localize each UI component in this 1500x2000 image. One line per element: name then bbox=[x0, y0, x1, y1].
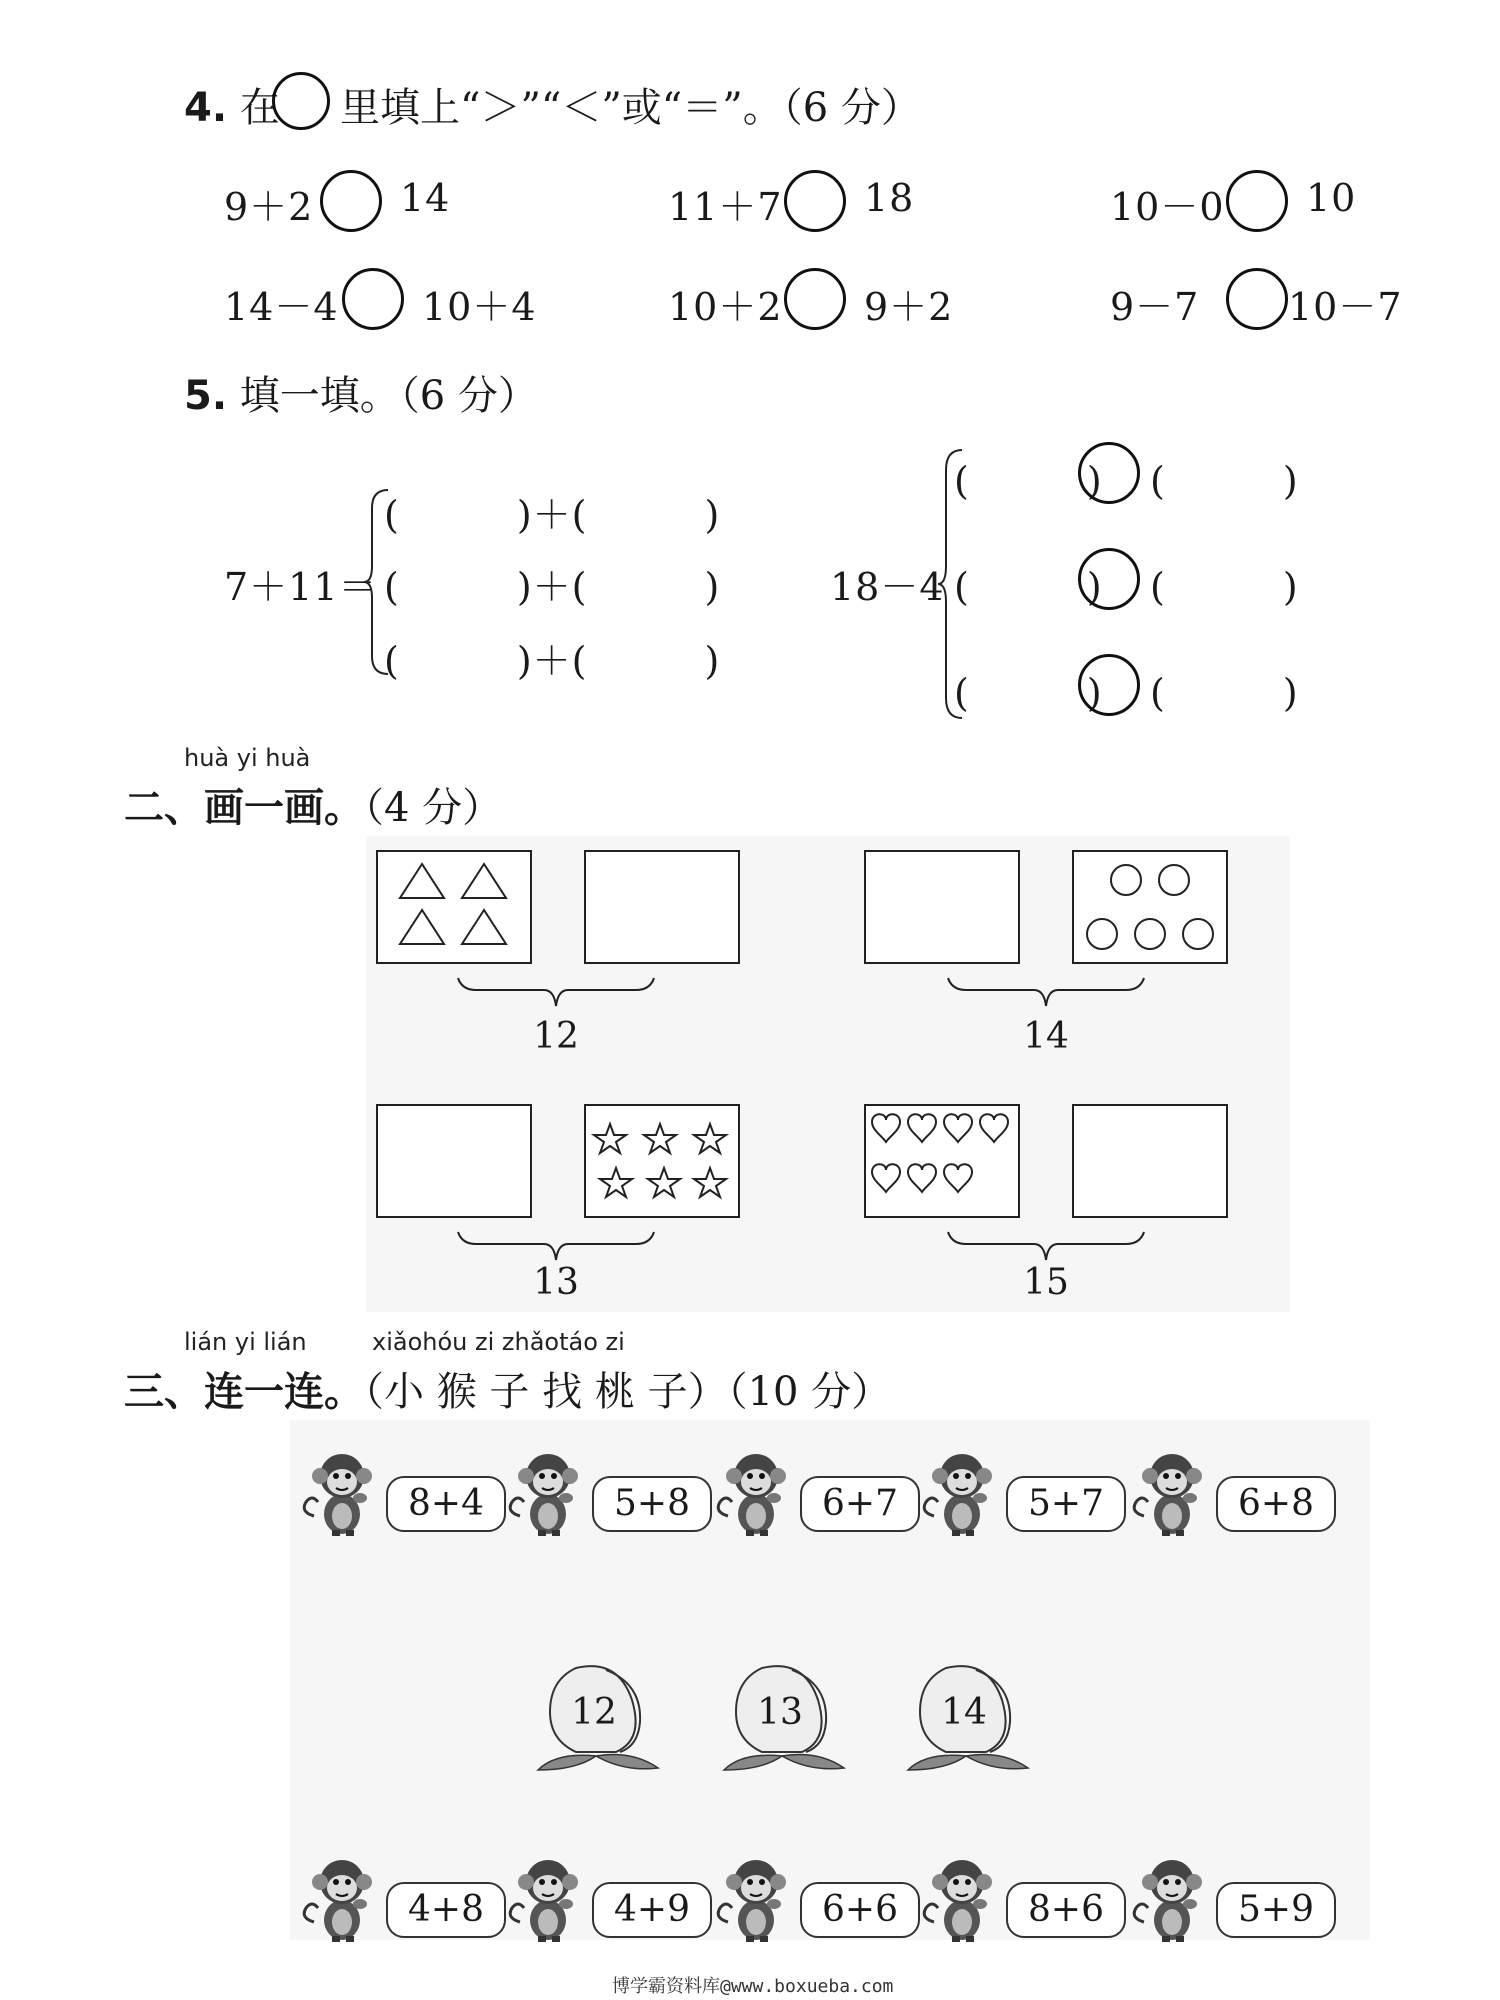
peach-number: 13 bbox=[757, 1692, 803, 1733]
q4-left: 11＋7 bbox=[668, 185, 783, 229]
q5-blank[interactable]: ( ) bbox=[1150, 565, 1299, 609]
group-total: 15 bbox=[1023, 1262, 1069, 1303]
bottom-expression-pill[interactable]: 8+6 bbox=[1006, 1882, 1126, 1938]
q5-left-row[interactable]: ( )＋( ) bbox=[384, 639, 721, 683]
under-brace-icon bbox=[456, 1230, 656, 1264]
top-expression-pill[interactable]: 6+8 bbox=[1216, 1476, 1336, 1532]
q5-left-row[interactable]: ( )＋( ) bbox=[384, 565, 721, 609]
group-total: 14 bbox=[1023, 1016, 1069, 1057]
section2-title bbox=[124, 776, 502, 833]
section3-subtitle: （小 猴 子 找 桃 子）（10 分） bbox=[364, 1369, 892, 1415]
top-expression-pill[interactable]: 5+8 bbox=[592, 1476, 712, 1532]
operator-circle[interactable] bbox=[1078, 654, 1140, 716]
q4-number: 4. bbox=[184, 85, 228, 131]
monkey-icon bbox=[1130, 1852, 1210, 1946]
heart-icons bbox=[866, 1106, 1018, 1216]
monkey-icon bbox=[714, 1446, 794, 1540]
section3-heading: 三、连一连。 bbox=[124, 1369, 364, 1415]
shape-box-stars bbox=[584, 1104, 740, 1218]
monkey-icon bbox=[300, 1446, 380, 1540]
q4-right: 10 bbox=[1306, 176, 1357, 220]
compare-circle[interactable] bbox=[784, 170, 846, 232]
bottom-expression-pill[interactable]: 6+6 bbox=[800, 1882, 920, 1938]
top-expression-pill[interactable]: 6+7 bbox=[800, 1476, 920, 1532]
empty-draw-box[interactable] bbox=[864, 850, 1020, 964]
circle-icons bbox=[1074, 852, 1226, 962]
operator-circle[interactable] bbox=[1078, 548, 1140, 610]
monkey-icon bbox=[300, 1852, 380, 1946]
empty-draw-box[interactable] bbox=[584, 850, 740, 964]
peach-number: 12 bbox=[571, 1692, 617, 1733]
bottom-expression-pill[interactable]: 4+8 bbox=[386, 1882, 506, 1938]
group-total: 12 bbox=[533, 1016, 579, 1057]
q4-right: 14 bbox=[400, 176, 451, 220]
q4-right: 10＋4 bbox=[422, 285, 537, 329]
q4-title-circle-icon bbox=[272, 72, 330, 130]
compare-circle[interactable] bbox=[1226, 268, 1288, 330]
compare-circle[interactable] bbox=[342, 268, 404, 330]
bottom-expression-pill[interactable]: 5+9 bbox=[1216, 1882, 1336, 1938]
q4-left: 10＋2 bbox=[668, 285, 783, 329]
under-brace-icon bbox=[456, 976, 656, 1010]
q4-left: 10－0 bbox=[1110, 185, 1225, 229]
compare-circle[interactable] bbox=[784, 268, 846, 330]
section3-pinyin-a: lián yi lián bbox=[184, 1328, 307, 1356]
q5-blank[interactable]: ( ) bbox=[1150, 671, 1299, 715]
monkey-icon bbox=[714, 1852, 794, 1946]
monkey-icon bbox=[1130, 1446, 1210, 1540]
shape-box-circles bbox=[1072, 850, 1228, 964]
bottom-expression-pill[interactable]: 4+9 bbox=[592, 1882, 712, 1938]
compare-circle[interactable] bbox=[1226, 170, 1288, 232]
monkey-icon bbox=[506, 1446, 586, 1540]
q4-left: 9－7 bbox=[1110, 285, 1200, 329]
triangle-icons bbox=[378, 852, 530, 962]
q4-left: 9＋2 bbox=[224, 185, 314, 229]
q5-title-text: 填一填。（6 分） bbox=[239, 373, 538, 419]
group-total: 13 bbox=[533, 1262, 579, 1303]
shape-box-triangles bbox=[376, 850, 532, 964]
section2-heading: 二、画一画。 bbox=[124, 785, 364, 831]
empty-draw-box[interactable] bbox=[376, 1104, 532, 1218]
q5-number: 5. bbox=[184, 373, 228, 419]
section3-title bbox=[124, 1360, 891, 1417]
peach-icon[interactable] bbox=[906, 1660, 1036, 1780]
top-expression-pill[interactable]: 8+4 bbox=[386, 1476, 506, 1532]
q4-right: 9＋2 bbox=[864, 285, 954, 329]
q4-title-post: 里填上“＞”“＜”或“＝”。（6 分） bbox=[340, 85, 921, 131]
compare-circle[interactable] bbox=[320, 170, 382, 232]
star-icons bbox=[586, 1106, 738, 1216]
q4-title bbox=[184, 76, 280, 133]
q5-left-row[interactable]: ( )＋( ) bbox=[384, 493, 721, 537]
peach-icon[interactable] bbox=[722, 1660, 852, 1780]
q4-title-pre: 在 bbox=[239, 85, 280, 131]
q4-right: 18 bbox=[864, 176, 915, 220]
section2-score: （4 分） bbox=[364, 785, 503, 831]
peach-icon[interactable] bbox=[536, 1660, 666, 1780]
monkey-icon bbox=[920, 1446, 1000, 1540]
section2-pinyin: huà yi huà bbox=[184, 744, 311, 772]
top-expression-pill[interactable]: 5+7 bbox=[1006, 1476, 1126, 1532]
footer-watermark: 博学霸资料库@www.boxueba.com bbox=[612, 1976, 894, 1997]
empty-draw-box[interactable] bbox=[1072, 1104, 1228, 1218]
q5-right-expression: 18－4 bbox=[830, 565, 945, 609]
monkey-icon bbox=[920, 1852, 1000, 1946]
under-brace-icon bbox=[946, 1230, 1146, 1264]
shape-box-hearts bbox=[864, 1104, 1020, 1218]
q5-title bbox=[184, 364, 538, 421]
monkey-icon bbox=[506, 1852, 586, 1946]
section3-pinyin-b: xiǎohóu zi zhǎotáo zi bbox=[372, 1328, 625, 1356]
peach-number: 14 bbox=[941, 1692, 987, 1733]
q5-left-expression: 7＋11＝ bbox=[224, 565, 378, 609]
operator-circle[interactable] bbox=[1078, 442, 1140, 504]
q4-right: 10－7 bbox=[1288, 285, 1403, 329]
q5-blank[interactable]: ( ) bbox=[1150, 459, 1299, 503]
q5-blank[interactable]: ( ) bbox=[954, 565, 1103, 609]
under-brace-icon bbox=[946, 976, 1146, 1010]
q5-blank[interactable]: ( ) bbox=[954, 671, 1103, 715]
q5-blank[interactable]: ( ) bbox=[954, 459, 1103, 503]
q4-left: 14－4 bbox=[224, 285, 339, 329]
